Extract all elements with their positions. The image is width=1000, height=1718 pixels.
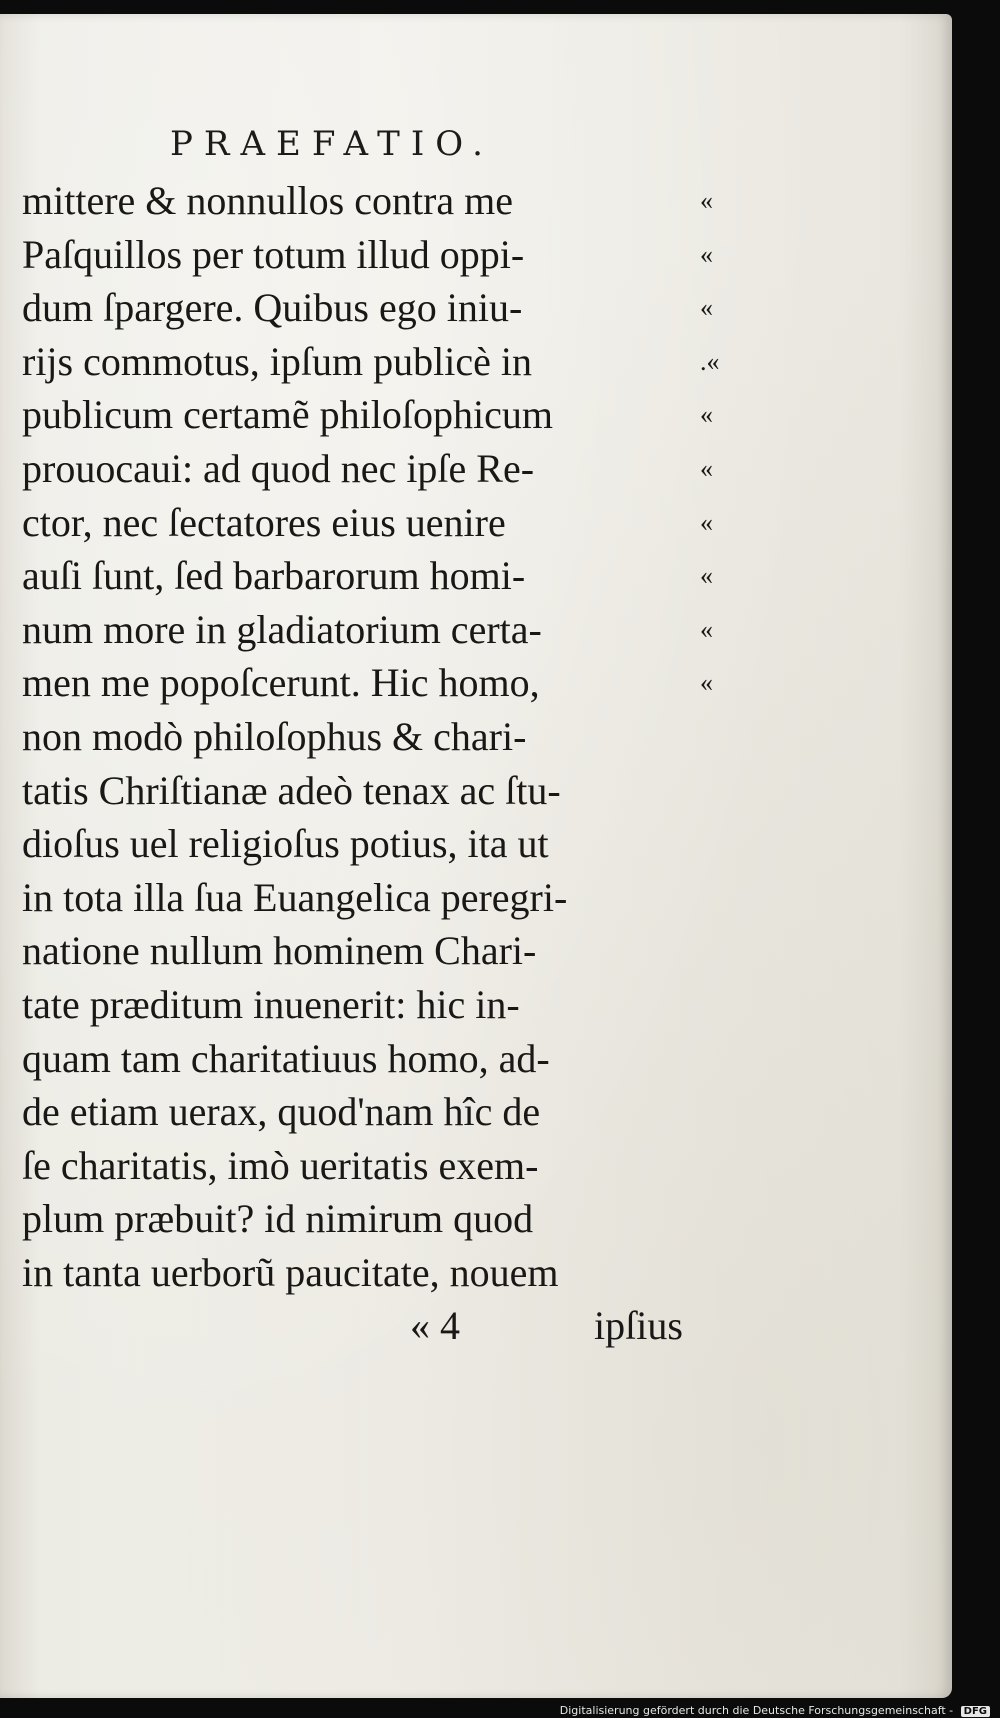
text-line: ctor, nec ſectatores eius uenire bbox=[22, 499, 506, 545]
text-line: auſi ſunt, ſed barbarorum homi- bbox=[22, 553, 526, 599]
body-text bbox=[22, 174, 742, 1299]
text-line: men me popoſcerunt. Hic homo, bbox=[22, 660, 540, 706]
text-line: tate præditum inuenerit: hic in- bbox=[22, 981, 520, 1027]
text-line: tatis Chriſtianæ adeò tenax ac ſtu- bbox=[22, 767, 561, 813]
text-line: mittere & nonnullos contra me bbox=[22, 178, 513, 223]
text-line: de etiam uerax, quod'nam hîc de bbox=[22, 1089, 541, 1135]
text-line: in tanta uerborũ paucitate, nouem bbox=[22, 1249, 559, 1295]
text-line: plum præbuit? id nimirum quod bbox=[22, 1196, 534, 1242]
book-page bbox=[0, 14, 952, 1698]
running-head: PRAEFATIO. bbox=[170, 124, 494, 164]
text-line: Paſquillos per totum illud oppi- bbox=[22, 231, 525, 277]
quotation-marks-column bbox=[700, 174, 740, 710]
text-line: dum ſpargere. Quibus ego iniu- bbox=[22, 285, 523, 331]
text-line: ſe charitatis, imò ueritatis exem- bbox=[22, 1142, 539, 1188]
quotation-mark: « bbox=[700, 293, 713, 323]
text-line: publicum certamẽ philoſophicum bbox=[22, 392, 553, 438]
quotation-mark: « bbox=[700, 453, 713, 483]
dfg-logo: DFG bbox=[961, 1706, 990, 1717]
quotation-mark: « bbox=[700, 561, 713, 591]
signature-mark: « 4 bbox=[410, 1303, 460, 1348]
quotation-mark: « bbox=[700, 400, 713, 430]
text-line: quam tam charitatiuus homo, ad- bbox=[22, 1035, 550, 1081]
digitization-credit bbox=[560, 1704, 990, 1717]
quotation-mark: « bbox=[700, 186, 713, 215]
text-line: num more in gladiatorium certa- bbox=[22, 606, 542, 652]
text-line: natione nullum hominem Chari- bbox=[22, 928, 537, 974]
text-line: prouocaui: ad quod nec ipſe Re- bbox=[22, 445, 535, 491]
text-line: non modò philoſophus & chari- bbox=[22, 713, 527, 759]
text-line: rijs commotus, ipſum publicè in bbox=[22, 338, 532, 384]
text-line: in tota illa ſua Euangelica peregri- bbox=[22, 874, 568, 920]
quotation-mark: « bbox=[700, 239, 713, 269]
quotation-mark: .« bbox=[700, 346, 720, 376]
catchword: ipſius bbox=[594, 1303, 683, 1348]
text-line: dioſus uel religioſus potius, ita ut bbox=[22, 821, 549, 867]
quotation-mark: « bbox=[700, 668, 713, 698]
quotation-mark: « bbox=[700, 614, 713, 644]
quotation-mark: « bbox=[700, 507, 713, 537]
credit-text: Digitalisierung gefördert durch die Deutsche Forschungsgemeinschaft - bbox=[559, 1704, 954, 1717]
